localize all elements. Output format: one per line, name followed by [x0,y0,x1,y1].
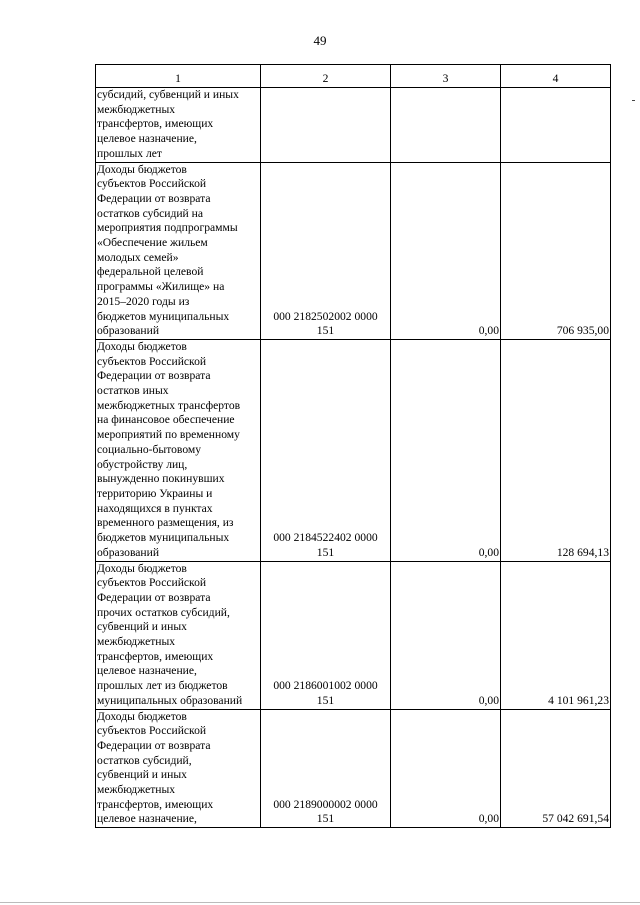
table-row [96,339,611,561]
budget-code-cell: 000 2189000002 0000 151 [261,709,391,828]
value-cell-col3 [391,88,501,163]
revenue-name-cell: субсидий, субвенций и иных межбюджетных трансфертов, имеющих целевое назначение, прошлых лет [96,88,261,163]
value-cell-col4: 57 042 691,54 [501,709,611,828]
budget-code-cell: 000 2184522402 0000 151 [261,339,391,561]
value-cell-col3: 0,00 [391,561,501,709]
value-cell-col3: 0,00 [391,709,501,828]
revenue-name-cell: Доходы бюджетов субъектов Российской Федерации от возврата прочих остатков субсидий, субвенций и иных межбюджетных трансфертов, имеющих целевое назначение, прошлых лет из бюджетов муниципальных образований [96,561,261,709]
table-row [96,561,611,709]
revenue-name-cell: Доходы бюджетов субъектов Российской Федерации от возврата остатков иных межбюджетных трансфертов на финансовое обеспечение мероприятий по временному социально-бытовому обустройству лиц, вынужденно покинувших территорию Украины и находящихся в пунктах временного размещения, из бюджетов муниципальных образований [96,339,261,561]
table-row [96,88,611,163]
page-number: 49 [313,33,327,48]
value-cell-col4: 706 935,00 [501,162,611,339]
budget-code-cell: 000 2186001002 0000 151 [261,561,391,709]
value-cell-col4: 4 101 961,23 [501,561,611,709]
value-cell-col3: 0,00 [391,339,501,561]
scan-bottom-edge [0,902,640,903]
scan-artifact-mark [632,100,635,101]
table-row [96,709,611,828]
table-row [96,162,611,339]
revenue-name-cell: Доходы бюджетов субъектов Российской Федерации от возврата остатков субсидий, субвенций и иных межбюджетных трансфертов, имеющих целевое назначение, [96,709,261,828]
column-header-4: 4 [501,65,611,88]
value-cell-col4 [501,88,611,163]
revenue-name-cell: Доходы бюджетов субъектов Российской Федерации от возврата остатков субсидий на мероприятия подпрограммы «Обеспечение жильем молодых семей» федеральной целевой программы «Жилище» на 2015–2020 годы из бюджетов муниципальных образований [96,162,261,339]
table-header-row [96,65,611,88]
value-cell-col4: 128 694,13 [501,339,611,561]
value-cell-col3: 0,00 [391,162,501,339]
budget-code-cell: 000 2182502002 0000 151 [261,162,391,339]
column-header-2: 2 [261,65,391,88]
budget-code-cell [261,88,391,163]
budget-revenue-table [95,64,611,828]
column-header-3: 3 [391,65,501,88]
column-header-1: 1 [96,65,261,88]
